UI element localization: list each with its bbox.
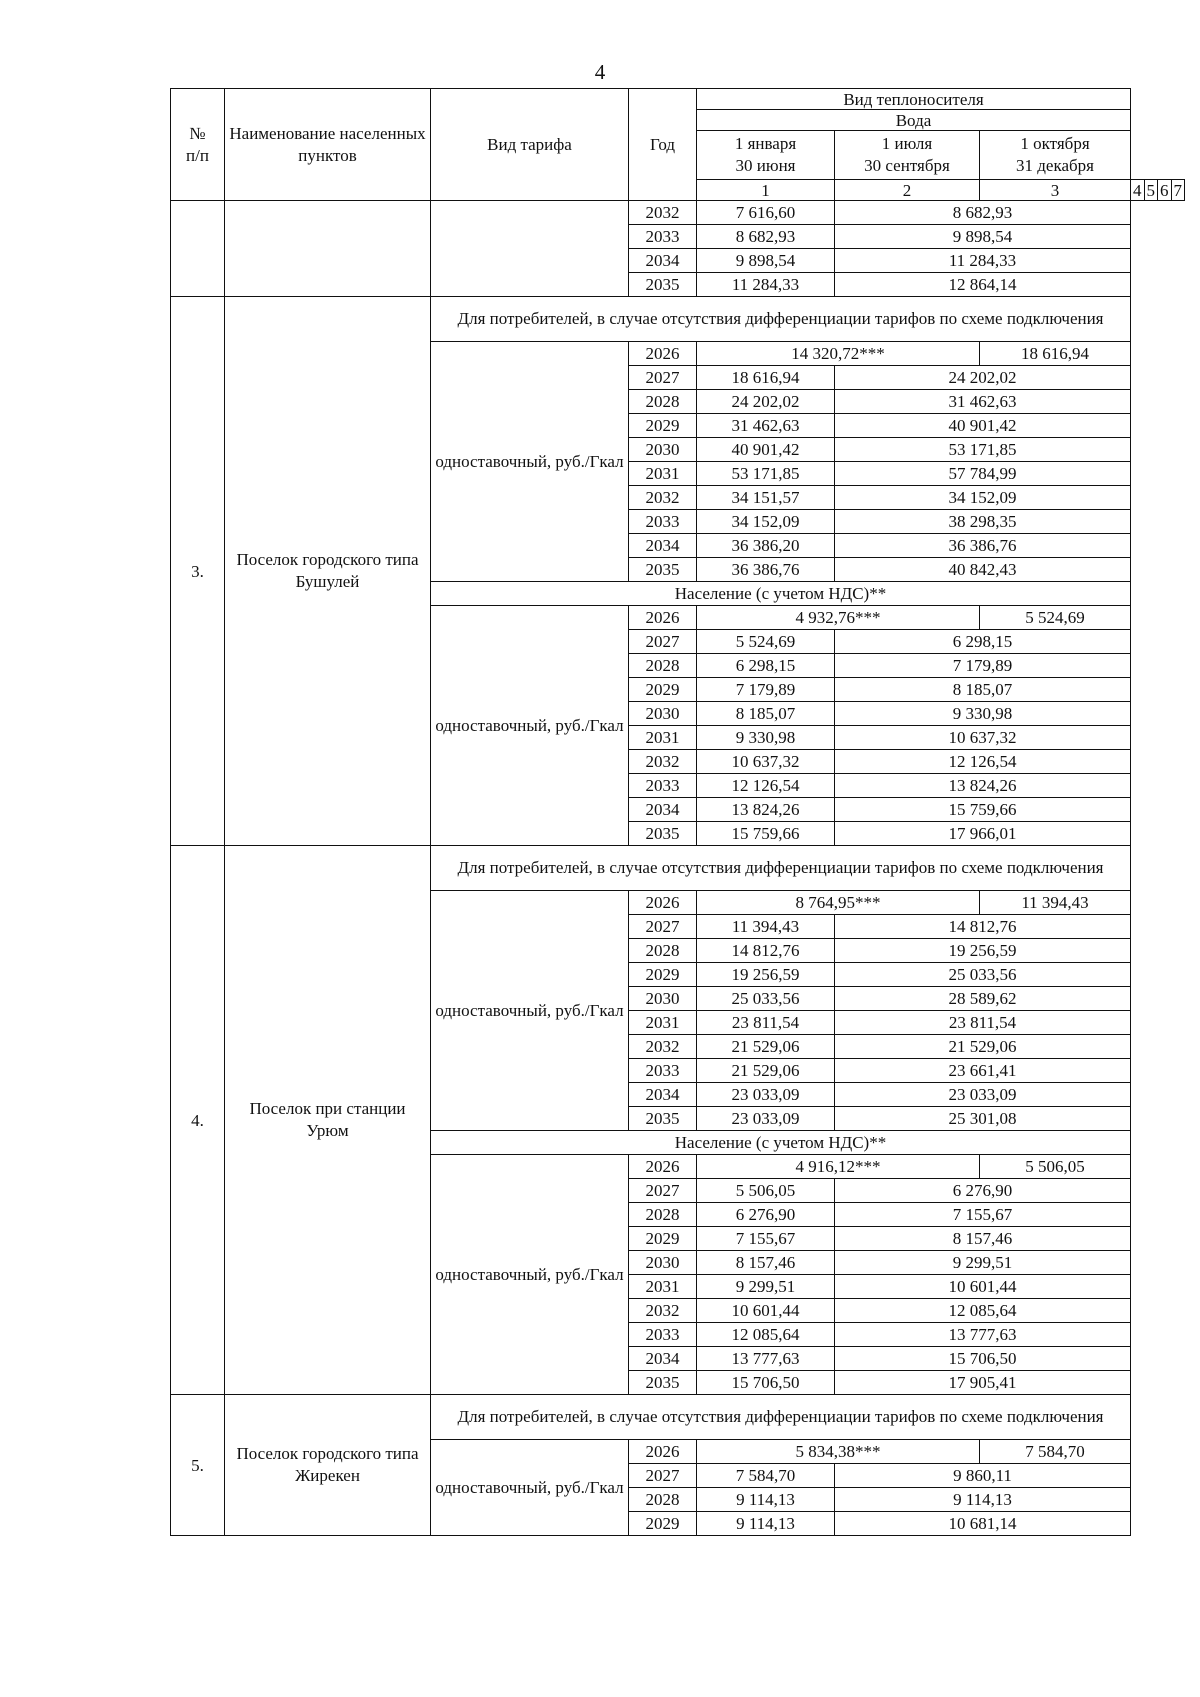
- value-h1: 12 085,64: [697, 1323, 835, 1347]
- column-number-2: 2: [835, 180, 980, 201]
- value-h2: 12 864,14: [835, 273, 1131, 297]
- tariff-type: одноставочный, руб./Гкал: [431, 1440, 629, 1536]
- value-h2: 15 706,50: [835, 1347, 1131, 1371]
- value-q4: 5 524,69: [980, 606, 1131, 630]
- section-num: 3.: [171, 297, 225, 846]
- value-h2: 9 898,54: [835, 225, 1131, 249]
- year-cell: 2029: [629, 963, 697, 987]
- column-number-7: 7: [1171, 180, 1185, 201]
- value-h2: 31 462,63: [835, 390, 1131, 414]
- year-cell: 2027: [629, 630, 697, 654]
- tariff-table-body: [171, 89, 1185, 1536]
- year-cell: 2033: [629, 1059, 697, 1083]
- year-cell: 2030: [629, 438, 697, 462]
- year-cell: 2027: [629, 915, 697, 939]
- value-h2: 10 637,32: [835, 726, 1131, 750]
- value-h2: 15 759,66: [835, 798, 1131, 822]
- header-tariff-type: Вид тарифа: [431, 89, 629, 201]
- value-h2: 8 157,46: [835, 1227, 1131, 1251]
- value-h1-h2: 14 320,72***: [697, 342, 980, 366]
- year-cell: 2028: [629, 1203, 697, 1227]
- value-h2: 7 155,67: [835, 1203, 1131, 1227]
- value-h1: 8 682,93: [697, 225, 835, 249]
- year-cell: 2034: [629, 798, 697, 822]
- value-h1: 21 529,06: [697, 1035, 835, 1059]
- value-h2: 9 114,13: [835, 1488, 1131, 1512]
- year-cell: 2028: [629, 654, 697, 678]
- year-cell: 2027: [629, 1179, 697, 1203]
- value-h1: 6 298,15: [697, 654, 835, 678]
- value-h1: 9 330,98: [697, 726, 835, 750]
- continued-num: [171, 201, 225, 297]
- value-h1: 15 759,66: [697, 822, 835, 846]
- value-h1: 9 114,13: [697, 1512, 835, 1536]
- group-label: Для потребителей, в случае отсутствия дифференциации тарифов по схеме подключения: [431, 1395, 1131, 1440]
- header-carrier: Вид теплоносителя: [697, 89, 1131, 110]
- year-cell: 2033: [629, 774, 697, 798]
- year-cell: 2035: [629, 1107, 697, 1131]
- value-h1: 9 114,13: [697, 1488, 835, 1512]
- value-h2: 40 842,43: [835, 558, 1131, 582]
- value-q4: 5 506,05: [980, 1155, 1131, 1179]
- value-h2: 10 601,44: [835, 1275, 1131, 1299]
- value-h2: 8 185,07: [835, 678, 1131, 702]
- header-water: Вода: [697, 110, 1131, 131]
- year-cell: 2029: [629, 1227, 697, 1251]
- column-number-4: 4: [1131, 180, 1145, 201]
- value-h2: 34 152,09: [835, 486, 1131, 510]
- value-h1: 11 394,43: [697, 915, 835, 939]
- value-h2: 13 777,63: [835, 1323, 1131, 1347]
- value-h1: 23 811,54: [697, 1011, 835, 1035]
- group-label-row: [171, 846, 1185, 891]
- value-h2: 38 298,35: [835, 510, 1131, 534]
- value-h1: 25 033,56: [697, 987, 835, 1011]
- value-h2: 9 299,51: [835, 1251, 1131, 1275]
- year-cell: 2034: [629, 534, 697, 558]
- value-h2: 25 033,56: [835, 963, 1131, 987]
- value-h2: 6 276,90: [835, 1179, 1131, 1203]
- value-h2: 28 589,62: [835, 987, 1131, 1011]
- value-h1: 13 824,26: [697, 798, 835, 822]
- group-label-row: [171, 297, 1185, 342]
- header-period-3: 1 октября 31 декабря: [980, 131, 1131, 180]
- value-h2: 7 179,89: [835, 654, 1131, 678]
- section-settlement: Поселок городского типа Жирекен: [225, 1395, 431, 1536]
- value-h2: 23 033,09: [835, 1083, 1131, 1107]
- value-h1: 7 616,60: [697, 201, 835, 225]
- year-cell: 2035: [629, 822, 697, 846]
- continued-tariff: [431, 201, 629, 297]
- value-h1: 19 256,59: [697, 963, 835, 987]
- value-h1-h2: 4 932,76***: [697, 606, 980, 630]
- value-h1: 10 637,32: [697, 750, 835, 774]
- value-h2: 12 126,54: [835, 750, 1131, 774]
- value-h1: 21 529,06: [697, 1059, 835, 1083]
- value-h2: 11 284,33: [835, 249, 1131, 273]
- value-h1: 7 155,67: [697, 1227, 835, 1251]
- year-cell: 2026: [629, 342, 697, 366]
- year-cell: 2029: [629, 414, 697, 438]
- tariff-table: [170, 88, 1185, 1536]
- value-h1: 23 033,09: [697, 1083, 835, 1107]
- year-cell: 2029: [629, 1512, 697, 1536]
- year-cell: 2033: [629, 225, 697, 249]
- value-h1: 53 171,85: [697, 462, 835, 486]
- year-cell: 2032: [629, 486, 697, 510]
- year-cell: 2026: [629, 1155, 697, 1179]
- value-h2: 53 171,85: [835, 438, 1131, 462]
- year-cell: 2032: [629, 1299, 697, 1323]
- year-cell: 2035: [629, 558, 697, 582]
- value-h2: 8 682,93: [835, 201, 1131, 225]
- year-cell: 2031: [629, 1011, 697, 1035]
- value-h1: 18 616,94: [697, 366, 835, 390]
- year-cell: 2028: [629, 1488, 697, 1512]
- value-h2: 17 905,41: [835, 1371, 1131, 1395]
- year-cell: 2027: [629, 366, 697, 390]
- value-h2: 23 661,41: [835, 1059, 1131, 1083]
- header-period-1: 1 января 30 июня: [697, 131, 835, 180]
- value-h1: 34 151,57: [697, 486, 835, 510]
- continued-settlement: [225, 201, 431, 297]
- value-h1: 7 584,70: [697, 1464, 835, 1488]
- header-settlement: Наименование населенных пунктов: [225, 89, 431, 201]
- year-cell: 2026: [629, 1440, 697, 1464]
- year-cell: 2035: [629, 273, 697, 297]
- year-cell: 2034: [629, 1083, 697, 1107]
- value-h1-h2: 4 916,12***: [697, 1155, 980, 1179]
- value-h1: 14 812,76: [697, 939, 835, 963]
- value-h2: 25 301,08: [835, 1107, 1131, 1131]
- value-h1: 23 033,09: [697, 1107, 835, 1131]
- value-h1-h2: 5 834,38***: [697, 1440, 980, 1464]
- value-h2: 12 085,64: [835, 1299, 1131, 1323]
- value-h1: 11 284,33: [697, 273, 835, 297]
- value-h1: 9 898,54: [697, 249, 835, 273]
- year-cell: 2031: [629, 1275, 697, 1299]
- year-cell: 2031: [629, 462, 697, 486]
- year-cell: 2035: [629, 1371, 697, 1395]
- value-h1: 5 506,05: [697, 1179, 835, 1203]
- value-h1: 13 777,63: [697, 1347, 835, 1371]
- value-h2: 57 784,99: [835, 462, 1131, 486]
- value-h2: 24 202,02: [835, 366, 1131, 390]
- value-q4: 11 394,43: [980, 891, 1131, 915]
- table-row: [171, 201, 1185, 225]
- group-label: Население (с учетом НДС)**: [431, 582, 1131, 606]
- value-h2: 19 256,59: [835, 939, 1131, 963]
- value-h1: 7 179,89: [697, 678, 835, 702]
- year-cell: 2032: [629, 750, 697, 774]
- value-h1: 40 901,42: [697, 438, 835, 462]
- value-q4: 7 584,70: [980, 1440, 1131, 1464]
- value-h2: 23 811,54: [835, 1011, 1131, 1035]
- value-h1: 9 299,51: [697, 1275, 835, 1299]
- value-q4: 18 616,94: [980, 342, 1131, 366]
- year-cell: 2026: [629, 891, 697, 915]
- year-cell: 2032: [629, 1035, 697, 1059]
- value-h1: 12 126,54: [697, 774, 835, 798]
- year-cell: 2033: [629, 1323, 697, 1347]
- year-cell: 2029: [629, 678, 697, 702]
- year-cell: 2032: [629, 201, 697, 225]
- year-cell: 2030: [629, 987, 697, 1011]
- section-settlement: Поселок при станции Урюм: [225, 846, 431, 1395]
- section-num: 4.: [171, 846, 225, 1395]
- value-h2: 17 966,01: [835, 822, 1131, 846]
- column-number-3: 3: [980, 180, 1131, 201]
- value-h1: 36 386,76: [697, 558, 835, 582]
- value-h2: 36 386,76: [835, 534, 1131, 558]
- value-h1: 8 185,07: [697, 702, 835, 726]
- year-cell: 2031: [629, 726, 697, 750]
- value-h2: 14 812,76: [835, 915, 1131, 939]
- value-h1: 34 152,09: [697, 510, 835, 534]
- section-settlement: Поселок городского типа Бушулей: [225, 297, 431, 846]
- header-num: № п/п: [171, 89, 225, 201]
- value-h1: 6 276,90: [697, 1203, 835, 1227]
- column-number-5: 5: [1144, 180, 1158, 201]
- tariff-type: одноставочный, руб./Гкал: [431, 606, 629, 846]
- year-cell: 2033: [629, 510, 697, 534]
- year-cell: 2030: [629, 702, 697, 726]
- value-h1: 24 202,02: [697, 390, 835, 414]
- group-label-row: [171, 1395, 1185, 1440]
- value-h2: 40 901,42: [835, 414, 1131, 438]
- value-h2: 13 824,26: [835, 774, 1131, 798]
- group-label: Население (с учетом НДС)**: [431, 1131, 1131, 1155]
- value-h1: 36 386,20: [697, 534, 835, 558]
- group-label: Для потребителей, в случае отсутствия дифференциации тарифов по схеме подключения: [431, 846, 1131, 891]
- value-h1-h2: 8 764,95***: [697, 891, 980, 915]
- value-h1: 5 524,69: [697, 630, 835, 654]
- year-cell: 2030: [629, 1251, 697, 1275]
- year-cell: 2034: [629, 1347, 697, 1371]
- value-h2: 9 330,98: [835, 702, 1131, 726]
- year-cell: 2028: [629, 939, 697, 963]
- year-cell: 2027: [629, 1464, 697, 1488]
- year-cell: 2028: [629, 390, 697, 414]
- group-label: Для потребителей, в случае отсутствия дифференциации тарифов по схеме подключения: [431, 297, 1131, 342]
- value-h1: 10 601,44: [697, 1299, 835, 1323]
- value-h2: 9 860,11: [835, 1464, 1131, 1488]
- value-h1: 31 462,63: [697, 414, 835, 438]
- value-h2: 10 681,14: [835, 1512, 1131, 1536]
- page-number: 4: [594, 60, 606, 84]
- year-cell: 2026: [629, 606, 697, 630]
- value-h2: 21 529,06: [835, 1035, 1131, 1059]
- column-number-1: 1: [697, 180, 835, 201]
- value-h1: 15 706,50: [697, 1371, 835, 1395]
- tariff-type: одноставочный, руб./Гкал: [431, 1155, 629, 1395]
- tariff-type: одноставочный, руб./Гкал: [431, 891, 629, 1131]
- year-cell: 2034: [629, 249, 697, 273]
- column-number-6: 6: [1158, 180, 1172, 201]
- header-period-2: 1 июля 30 сентября: [835, 131, 980, 180]
- section-num: 5.: [171, 1395, 225, 1536]
- value-h1: 8 157,46: [697, 1251, 835, 1275]
- header-year: Год: [629, 89, 697, 201]
- value-h2: 6 298,15: [835, 630, 1131, 654]
- tariff-type: одноставочный, руб./Гкал: [431, 342, 629, 582]
